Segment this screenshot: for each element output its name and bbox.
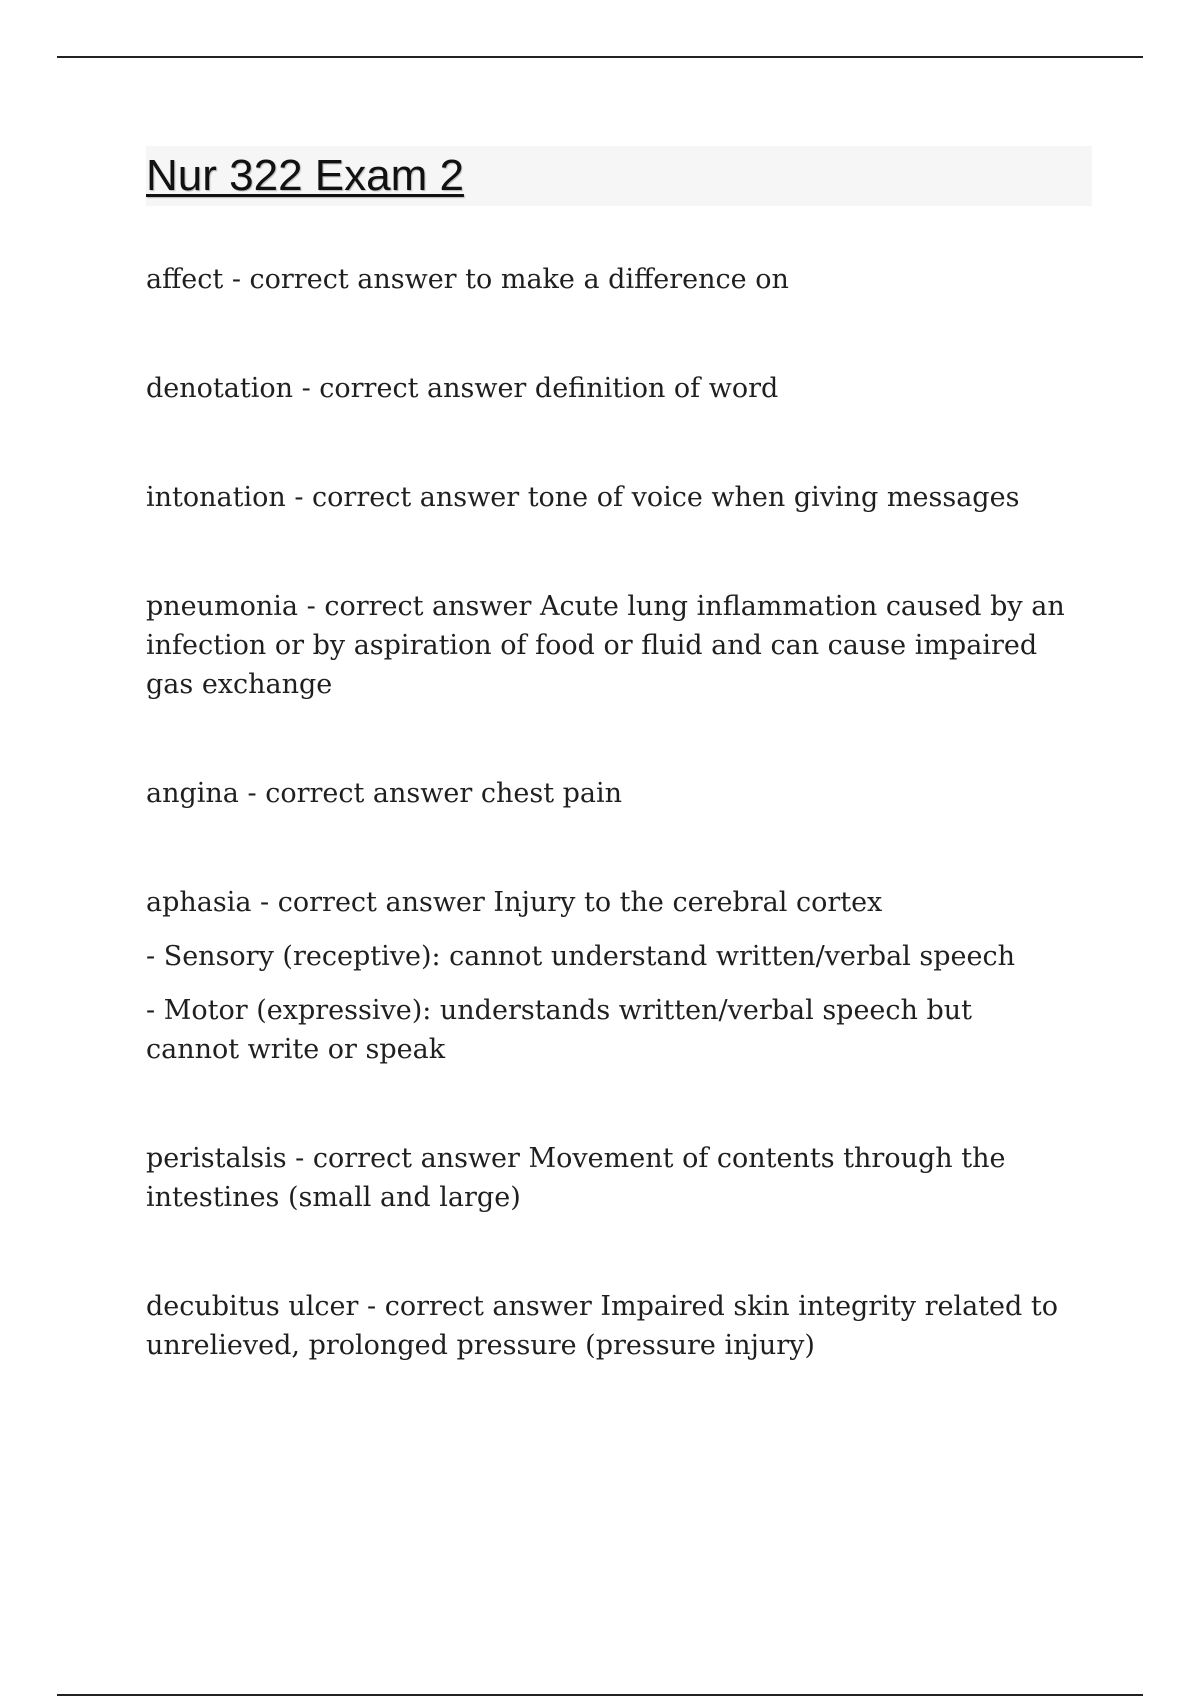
top-rule: [57, 56, 1143, 58]
entry-term: angina: [146, 778, 239, 809]
entry-separator: - correct answer: [223, 264, 466, 295]
entry-separator: - correct answer: [238, 778, 481, 809]
entry-separator: - correct answer: [292, 373, 535, 404]
entry-term: denotation: [146, 373, 293, 404]
entry-term: peristalsis: [146, 1143, 287, 1174]
page-title: Nur 322 Exam 2: [146, 151, 464, 200]
entry-sub-line-motor: - Motor (expressive): understands written/verbal speech but cannot write or speak: [146, 995, 973, 1065]
entry-separator: - correct answer: [285, 482, 528, 513]
entry-angina: [146, 774, 1066, 813]
entry-peristalsis: [146, 1139, 1066, 1217]
entry-main-line: [146, 883, 1066, 922]
entry-definition: chest pain: [480, 778, 623, 809]
entry-definition: Acute lung inflammation caused by an infection or by aspiration of food or fluid and can cause impaired gas exchange: [146, 591, 1065, 700]
entry-definition: Injury to the cerebral cortex: [493, 887, 883, 918]
entry-denotation: [146, 369, 1066, 408]
entry-term: intonation: [146, 482, 286, 513]
entry-aphasia: [146, 883, 1066, 1069]
entry-separator: - correct answer: [298, 591, 540, 622]
entry-separator: - correct answer: [286, 1143, 529, 1174]
entry-term: affect: [146, 264, 224, 295]
entry-definition: tone of voice when giving messages: [527, 482, 1020, 513]
entry-sub-line-sensory: - Sensory (receptive): cannot understand written/verbal speech: [146, 941, 1016, 972]
entry-definition: Movement of contents through the intestines (small and large): [146, 1143, 1006, 1213]
entry-term: aphasia: [146, 887, 252, 918]
entry-intonation: [146, 478, 1066, 517]
entry-decubitus-ulcer: [146, 1287, 1066, 1365]
flashcard-list: [146, 260, 1066, 1365]
entry-pneumonia: [146, 587, 1066, 704]
entry-affect: [146, 260, 1066, 299]
entry-separator: - correct answer: [251, 887, 494, 918]
entry-term: pneumonia: [146, 591, 299, 622]
entry-definition: definition of word: [534, 373, 779, 404]
bottom-rule: [57, 1694, 1143, 1696]
entry-separator: - correct answer: [358, 1291, 601, 1322]
entry-definition: to make a difference on: [465, 264, 789, 295]
entry-term: decubitus ulcer: [146, 1291, 359, 1322]
entry-definition: Impaired skin integrity related to unrelieved, prolonged pressure (pressure injury): [146, 1291, 1058, 1361]
